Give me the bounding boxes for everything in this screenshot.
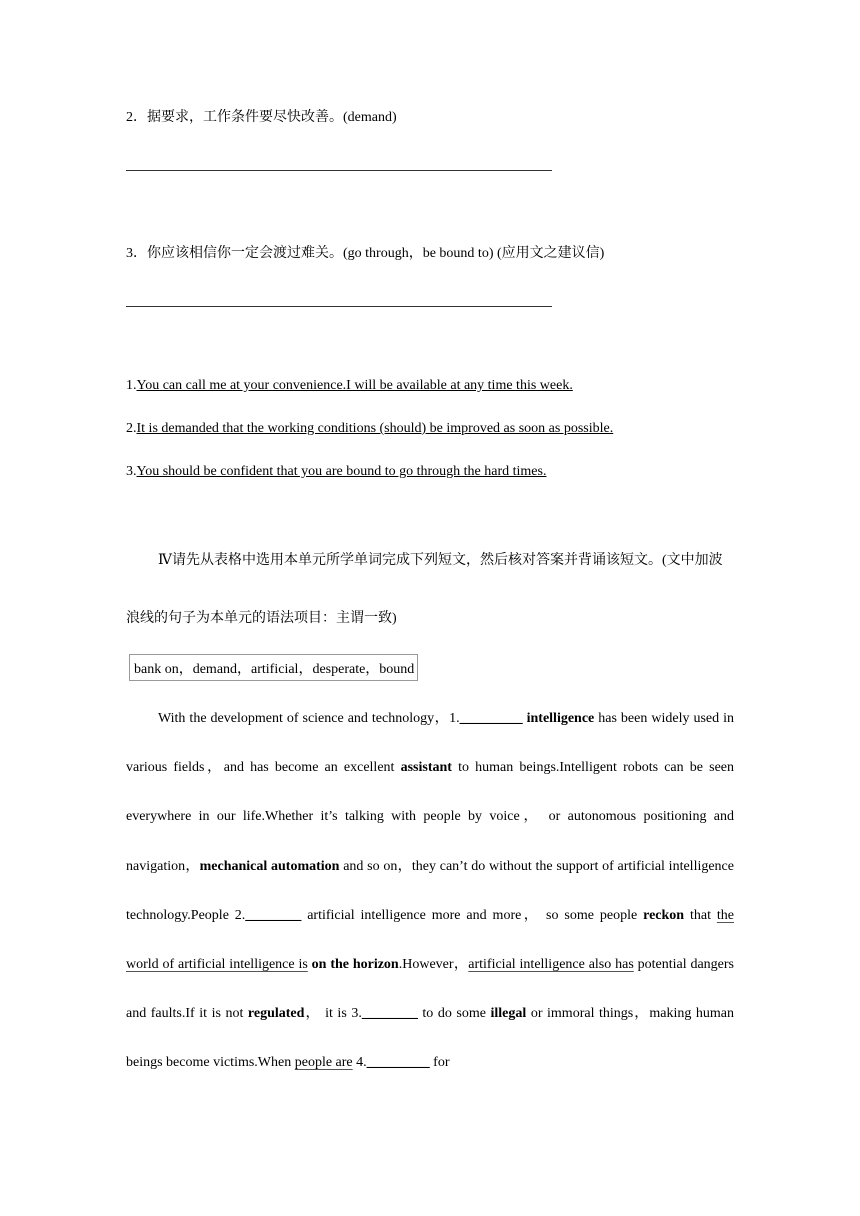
- word-box: bank on，demand，artificial，desperate，bound: [129, 654, 418, 681]
- question-3: 3．你应该相信你一定会渡过难关。(go through，be bound to) (应用文之建议信): [126, 246, 605, 261]
- passage-text: artificial intelligence more and more， so some people: [301, 907, 644, 923]
- blank-3[interactable]: ________: [361, 1006, 418, 1022]
- keyword-assistant: assistant: [400, 760, 452, 776]
- answer-3-text: You should be confident that you are bound to go through the hard times.: [136, 464, 547, 479]
- keyword-regulated: regulated: [247, 1006, 305, 1022]
- answer-line-2: [126, 170, 552, 171]
- keyword-illegal: illegal: [490, 1006, 527, 1022]
- passage-text: and so on，they can’t do without the support of artificial intelligence technology.People 2.: [126, 858, 734, 923]
- blank-4[interactable]: _________: [366, 1055, 430, 1071]
- answer-2-text: It is demanded that the working conditions (should) be improved as soon as possible.: [136, 421, 614, 436]
- passage-text: ， it is 3.: [304, 1006, 362, 1022]
- question-2: 2．据要求，工作条件要尽快改善。(demand): [126, 110, 397, 125]
- answer-2: [126, 421, 613, 437]
- blank-1[interactable]: _________: [459, 711, 523, 726]
- keyword-mechanical-automation: mechanical automation: [199, 858, 340, 874]
- keyword-reckon: reckon: [643, 907, 685, 923]
- answer-2-number: 2.: [126, 421, 137, 436]
- answer-3-number: 3.: [126, 464, 137, 479]
- keyword-intelligence: intelligence: [526, 711, 595, 726]
- wavy-sentence-3: people are: [294, 1055, 353, 1071]
- passage-text: to do some: [417, 1006, 491, 1022]
- passage-text: With the development of science and technology，1.: [158, 711, 460, 726]
- blank-2[interactable]: ________: [245, 907, 302, 923]
- wavy-sentence-1: the world of artificial intelligence is: [126, 907, 734, 973]
- section-4-heading: [126, 532, 734, 648]
- passage-text: 4.: [352, 1055, 367, 1071]
- answer-1-text: You can call me at your convenience.I will be available at any time this week.: [136, 378, 573, 393]
- passage-text: to human beings.Intelligent robots can be seen everywhere in our life.Whether it’s talking with people by voice， or autonomous positioning and navigation，: [126, 760, 735, 874]
- keyword-on-the-horizon: on the horizon: [311, 957, 399, 973]
- answer-1: [126, 378, 573, 394]
- answer-3: [126, 464, 546, 480]
- passage: [126, 694, 734, 1088]
- passage-text: .However，: [398, 957, 469, 973]
- answer-1-number: 1.: [126, 378, 137, 393]
- passage-text: potential dangers and faults.If it is not: [126, 957, 735, 1022]
- section-4-heading-text: Ⅳ请先从表格中选用本单元所学单词完成下列短文，然后核对答案并背诵该短文。(文中加波浪线的句子为本单元的语法项目：主谓一致): [126, 553, 723, 626]
- passage-text: for: [429, 1055, 450, 1071]
- passage-text: has been widely used in various fields，and has become an excellent: [126, 711, 734, 776]
- passage-text: or immoral things，making human beings become victims.When: [126, 1006, 735, 1071]
- answer-line-3: [126, 306, 552, 307]
- passage-text: that: [684, 907, 717, 923]
- wavy-sentence-2: artificial intelligence also has: [468, 957, 634, 973]
